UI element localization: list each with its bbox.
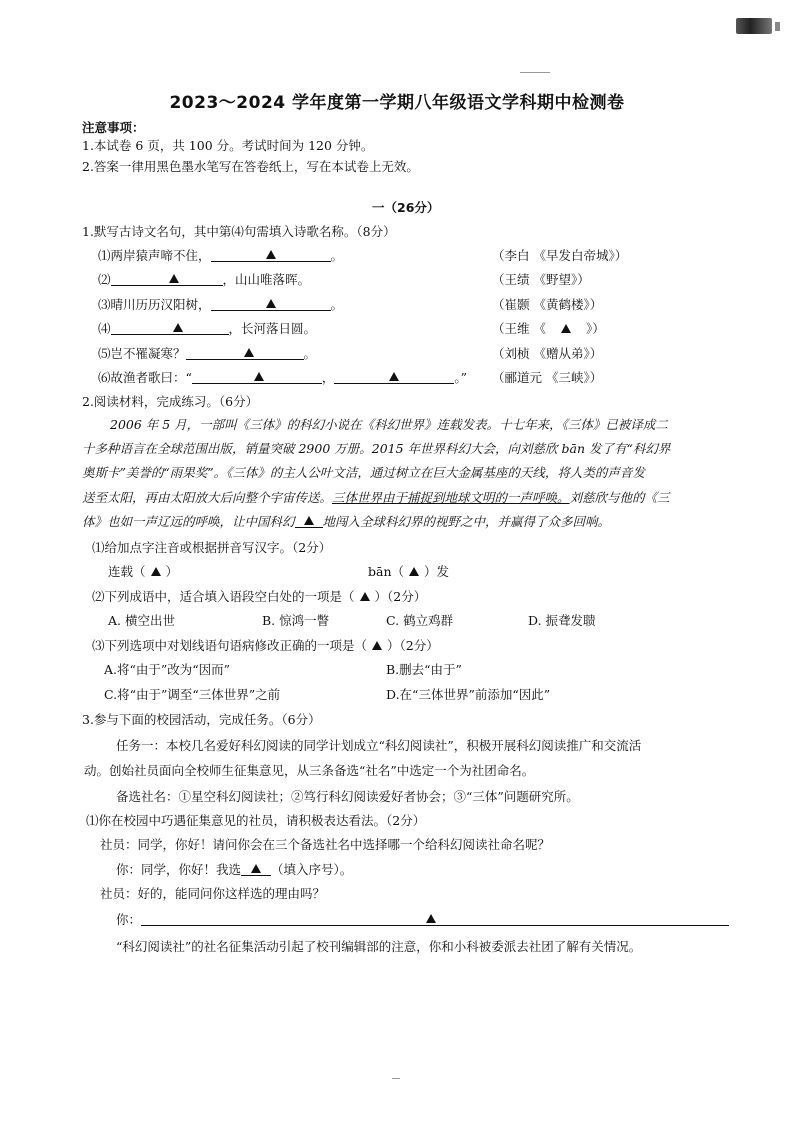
dialog-line: 社员：同学，你好！请问你会在三个备选社名中选择哪一个给科幻阅读社命名呢？: [100, 837, 551, 852]
answer-slot: [404, 566, 424, 578]
answer-mark-icon: [169, 274, 179, 283]
option: D. 振聋发聩: [528, 613, 596, 628]
q1-source-text: （王维 《: [492, 321, 546, 336]
scan-speck: [392, 1078, 400, 1079]
dialog-line: [116, 912, 729, 928]
q1-line-text: ⑸岂不罹凝寒？: [98, 346, 186, 361]
option: C.将“由于”调至“三体世界”之前: [104, 687, 281, 702]
dialog-text: 你：同学，你好！我选: [116, 862, 242, 877]
question-2-stem: 2.阅读材料，完成练习。（6分）: [82, 394, 259, 409]
passage-line: [82, 514, 610, 530]
q1-line-text: ⑷: [98, 321, 111, 336]
question-1-stem: 1.默写古诗文名句，其中第⑷句需填入诗歌名称。（8分）: [82, 224, 396, 239]
q1-line-text: ⑴两岸猿声啼不住，: [98, 248, 211, 263]
passage-line: [82, 490, 670, 506]
option: C. 鹤立鸡群: [386, 613, 454, 628]
answer-blank: [211, 298, 331, 311]
dialog-line: 社员：好的，能同问你这样选的理由吗？: [100, 886, 326, 901]
task-line: 任务一：本校几名爱好科幻阅读的同学计划成立“科幻阅读社”，积极开展科幻阅读推广和交流活: [116, 738, 642, 753]
q1-line-text: 。: [303, 346, 317, 361]
answer-blank: [211, 249, 331, 262]
answer-blank: [192, 371, 322, 384]
q1-line-text: ，山山唯落晖。: [222, 272, 311, 287]
q1-line-4: [98, 321, 316, 337]
option: A. 横空出世: [108, 613, 175, 628]
notice-item: 1.本试卷 6 页，共 100 分。考试时间为 120 分钟。: [82, 138, 374, 153]
option: B.删去“由于”: [386, 662, 462, 677]
dialog-line: [116, 862, 352, 878]
answer-slot: [355, 591, 375, 603]
passage-line: 2006 年 5 月，一部叫《三体》的科幻小说在《科幻世界》连载发表。十七年来，《三体》已被译成二: [110, 417, 668, 432]
q1-line-1: [98, 248, 343, 264]
passage-text: 送至太阳，再由太阳放大后向整个宇宙传送。: [82, 490, 333, 505]
question-3-stem: 3.参与下面的校园活动，完成任务。（6分）: [82, 712, 321, 727]
answer-blank: [186, 347, 304, 360]
notice-item: 2.答案一律用黑色墨水笔写在答卷纸上，写在本试卷上无效。: [82, 159, 419, 174]
q2-sub1-b: [368, 564, 449, 580]
q1-source-text: 》）: [585, 321, 605, 336]
q1-line-text: 。: [330, 248, 344, 263]
q1-source: （郦道元 《三峡》）: [492, 370, 603, 385]
dialog-text: 你：: [116, 912, 142, 927]
answer-mark-icon: [251, 864, 261, 873]
q1-line-text: ⑶晴川历历汉阳树，: [98, 297, 211, 312]
option: B. 惊鸿一瞥: [262, 613, 330, 628]
q1-line-text: ，长河落日圆。: [228, 321, 317, 336]
answer-mark-icon: [426, 914, 436, 923]
section-heading: 一（26分）: [372, 200, 440, 215]
sub-text: bān（: [368, 564, 405, 579]
q1-source: （李白 《早发白帝城》）: [492, 248, 628, 263]
sub-text: ）（2分）: [387, 638, 439, 653]
underlined-sentence: 三体世界由于捕捉到地球文明的一声呼唤。: [332, 490, 570, 505]
passage-text: 体》也如一声辽远的呼唤，让中国科幻: [82, 514, 295, 529]
sub-text: ）（2分）: [374, 589, 427, 604]
answer-slot: [146, 566, 166, 578]
answer-mark-icon: [372, 641, 382, 650]
q2-sub1-a: [108, 564, 178, 580]
closing-line: “科幻阅读社”的社名征集活动引起了校刊编辑部的注意，你和小科被委派去社团了解有关情况。: [116, 939, 642, 954]
notice-heading: 注意事项：: [82, 120, 145, 135]
q1-line-text: ，: [321, 370, 335, 385]
dialog-text: （填入序号）。: [271, 862, 353, 877]
q3-sub1-stem: ⑴你在校园中巧遇征集意见的社员，请积极表达看法。（2分）: [86, 813, 426, 828]
candidate-names: 备选社名：①星空科幻阅读社；②笃行科幻阅读爱好者协会；③“三体”问题研究所。: [116, 789, 579, 804]
passage-text: 地闯入全球科幻界的视野之中，并赢得了众多回响。: [322, 514, 611, 529]
scan-corner-mark: [736, 18, 772, 34]
q1-line-text: ⑹故渔者歌曰：“: [98, 370, 192, 385]
sub-text: ⑵下列成语中，适合填入语段空白处的一项是（: [92, 589, 355, 604]
q1-line-6: [98, 370, 467, 386]
q2-sub2-stem: [92, 589, 426, 605]
scan-speck: [520, 72, 550, 73]
option: D.在“三体世界”前添加“因此”: [386, 687, 551, 702]
q1-line-2: [98, 272, 310, 288]
q1-line-5: [98, 346, 316, 362]
answer-blank: [141, 913, 729, 926]
sub-text: 连载（: [108, 564, 146, 579]
answer-mark-icon: [304, 516, 314, 525]
page-title: 2023～2024 学年度第一学期八年级语文学科期中检测卷: [169, 93, 625, 113]
q2-sub3-stem: [92, 638, 439, 654]
answer-mark-icon: [151, 567, 161, 576]
answer-blank: [111, 322, 229, 335]
option: A.将“由于”改为“因而”: [104, 662, 231, 677]
answer-mark-icon: [360, 592, 370, 601]
passage-text: 刘慈欣与他的《三: [569, 490, 670, 505]
answer-mark-icon: [266, 250, 276, 259]
answer-slot: [367, 640, 387, 652]
answer-mark-icon: [266, 299, 276, 308]
sub-text: ）: [165, 564, 179, 579]
passage-line: 奥斯卡”美誉的“雨果奖”。《三体》的主人公叶文洁，通过树立在巨大金属基座的天线，将人类的声音发: [82, 465, 645, 480]
sub-text: ⑶下列选项中对划线语句语病修改正确的一项是（: [92, 638, 368, 653]
answer-blank: [241, 863, 271, 876]
answer-mark-icon: [254, 372, 264, 381]
q1-source: （王绩 《野望》）: [492, 272, 590, 287]
answer-mark-icon: [561, 324, 571, 333]
answer-blank: [334, 371, 454, 384]
poem-title-blank: [546, 323, 586, 335]
q1-line-text: ⑵: [98, 272, 111, 287]
q1-line-text: 。: [330, 297, 344, 312]
task-line: 动。创始社员面向全校师生征集意见，从三条备选“社名”中选定一个为社团命名。: [84, 763, 535, 778]
q1-source: [492, 321, 605, 337]
q2-sub1-stem: ⑴给加点字注音或根据拼音写汉字。（2分）: [92, 540, 332, 555]
answer-mark-icon: [389, 372, 399, 381]
q1-line-3: [98, 297, 343, 313]
answer-mark-icon: [173, 323, 183, 332]
answer-mark-icon: [409, 567, 419, 576]
answer-blank: [295, 515, 323, 528]
q1-source: （崔颢 《黄鹤楼》）: [492, 297, 603, 312]
sub-text: ）发: [424, 564, 450, 579]
q1-source: （刘桢 《赠从弟》）: [492, 346, 603, 361]
q1-line-text: 。”: [454, 370, 468, 385]
answer-blank: [111, 273, 223, 286]
answer-mark-icon: [244, 348, 254, 357]
passage-line: 十多种语言在全球范围出版，销量突破 2900 万册。2015 年世界科幻大会，向刘慈欣 bān 发了有“科幻界: [82, 441, 671, 456]
